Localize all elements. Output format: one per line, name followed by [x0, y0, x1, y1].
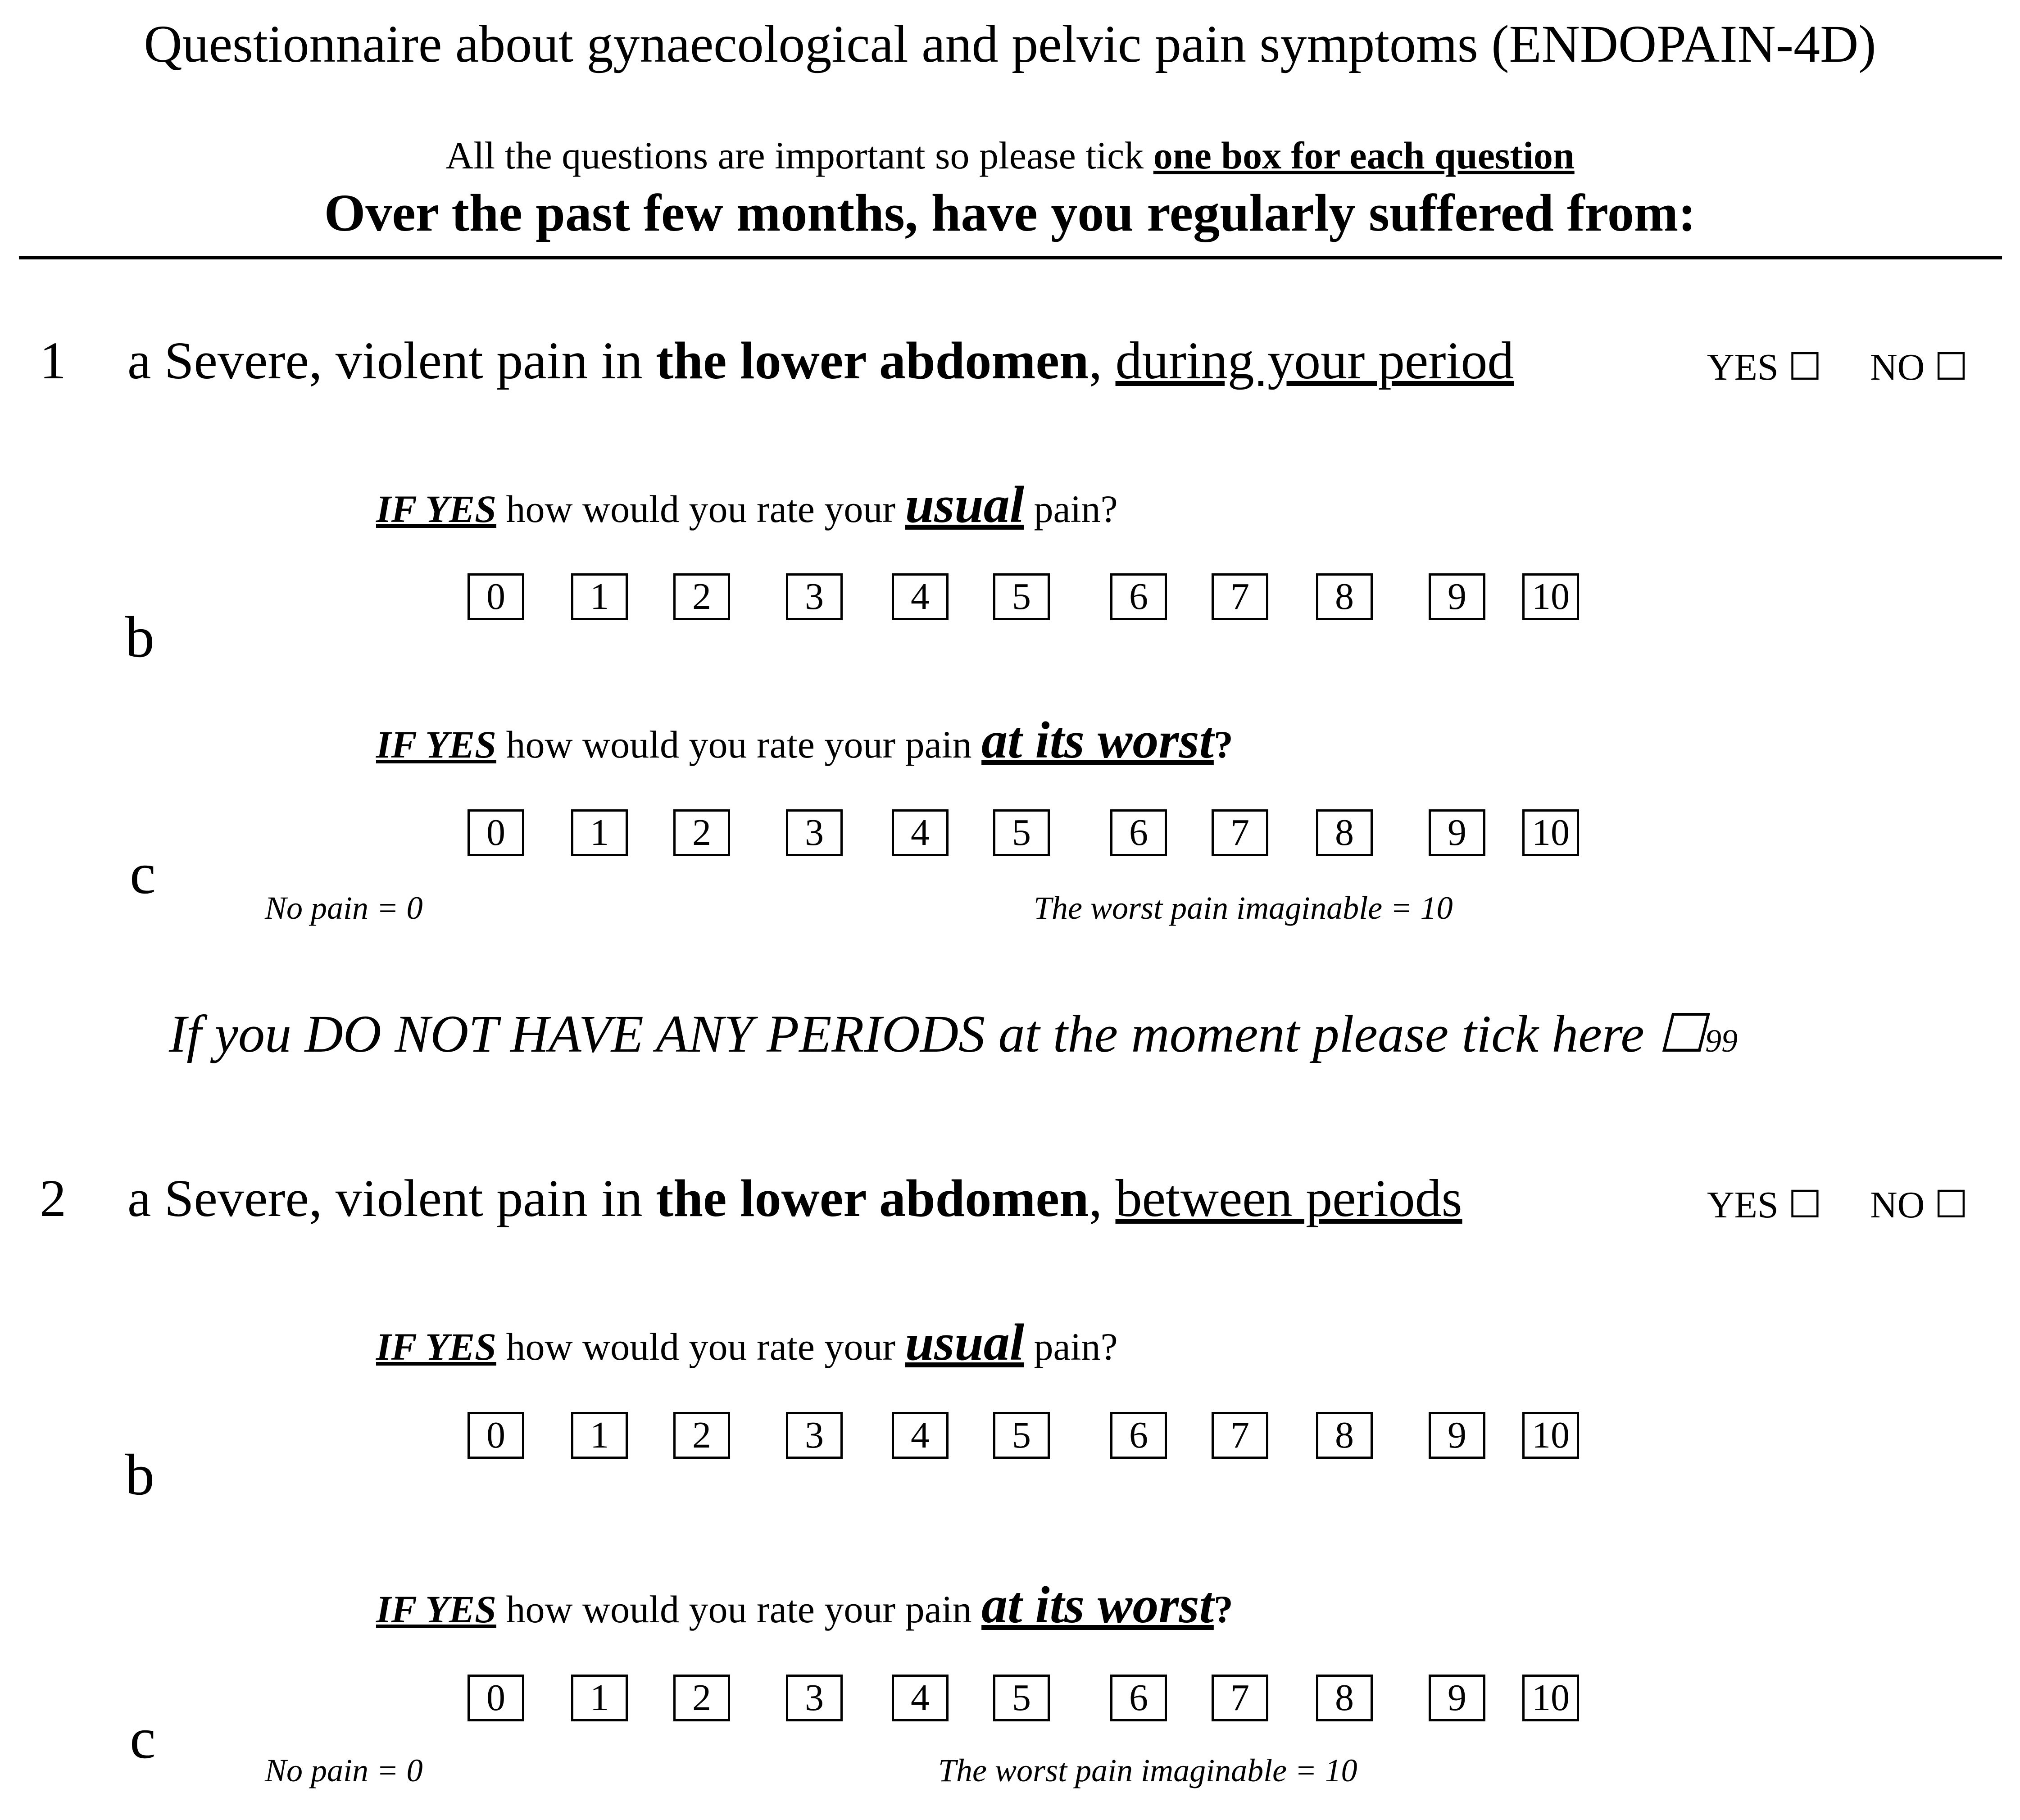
rating-box-4[interactable]: 4 [892, 809, 949, 856]
rating-box-3[interactable]: 3 [786, 1412, 843, 1459]
question-2-yes-checkbox[interactable]: YES ☐ [1707, 1184, 1822, 1226]
rating-box-8[interactable]: 8 [1316, 1675, 1373, 1721]
rating-box-6[interactable]: 6 [1110, 573, 1167, 620]
rating-box-1[interactable]: 1 [571, 809, 628, 856]
question-2a-prefix: a Severe, violent pain in [127, 1169, 656, 1228]
question-1a-underline: during your period [1115, 331, 1514, 390]
question-2a-comma: , [1089, 1169, 1116, 1228]
rating-box-9[interactable]: 9 [1429, 1412, 1485, 1459]
prompt-emphasis: usual [905, 1314, 1024, 1371]
rating-box-9[interactable]: 9 [1429, 809, 1485, 856]
question-1-no-checkbox[interactable]: NO ☐ [1870, 346, 1968, 388]
question-2-no-checkbox[interactable]: NO ☐ [1870, 1184, 1968, 1226]
question-1b-letter: b [125, 605, 154, 670]
if-yes-label: IF YES [376, 1588, 496, 1631]
question-2-anchor-low: No pain = 0 [265, 1752, 423, 1788]
rating-box-10[interactable]: 10 [1522, 1412, 1579, 1459]
rating-box-8[interactable]: 8 [1316, 573, 1373, 620]
rating-box-3[interactable]: 3 [786, 573, 843, 620]
prompt-emphasis: at its worst [981, 1576, 1214, 1634]
question-1-yes-checkbox[interactable]: YES ☐ [1707, 346, 1822, 388]
rating-box-5[interactable]: 5 [993, 1412, 1050, 1459]
question-2c-prompt [376, 1575, 1233, 1635]
rating-box-5[interactable]: 5 [993, 573, 1050, 620]
question-1-anchor-low: No pain = 0 [265, 890, 423, 926]
question-2c-letter: c [130, 1706, 156, 1771]
rating-box-3[interactable]: 3 [786, 809, 843, 856]
no-periods-statement[interactable] [169, 1002, 1738, 1065]
rating-box-9[interactable]: 9 [1429, 1675, 1485, 1721]
question-1-anchor-high: The worst pain imaginable = 10 [1034, 890, 1453, 926]
prompt-end: pain? [1024, 487, 1118, 531]
rating-box-2[interactable]: 2 [673, 1412, 730, 1459]
rating-box-7[interactable]: 7 [1212, 1412, 1268, 1459]
instructions [0, 133, 2020, 178]
rating-box-3[interactable]: 3 [786, 1675, 843, 1721]
question-1a-bold: the lower abdomen [656, 331, 1089, 390]
rating-box-4[interactable]: 4 [892, 573, 949, 620]
question-1a-text [127, 330, 1514, 391]
prompt-text: how would you rate your [496, 1325, 905, 1368]
question-2-anchor-high: The worst pain imaginable = 10 [938, 1752, 1357, 1788]
question-1c-prompt [376, 711, 1233, 771]
rating-box-2[interactable]: 2 [673, 809, 730, 856]
prompt-end: ? [1213, 723, 1233, 766]
question-1a-comma: , [1089, 331, 1116, 390]
no-periods-code: 99 [1705, 1023, 1738, 1059]
rating-box-6[interactable]: 6 [1110, 1412, 1167, 1459]
rating-box-1[interactable]: 1 [571, 573, 628, 620]
instruction-prefix: All the questions are important so please tick [445, 134, 1153, 177]
rating-box-10[interactable]: 10 [1522, 573, 1579, 620]
no-periods-text: If you DO NOT HAVE ANY PERIODS at the moment please tick here ☐ [169, 1004, 1705, 1063]
rating-box-1[interactable]: 1 [571, 1412, 628, 1459]
prompt-text: how would you rate your [496, 487, 905, 531]
rating-box-10[interactable]: 10 [1522, 809, 1579, 856]
prompt-text: how would you rate your pain [496, 1588, 982, 1631]
rating-box-5[interactable]: 5 [993, 809, 1050, 856]
prompt-emphasis: at its worst [981, 712, 1214, 769]
rating-box-7[interactable]: 7 [1212, 809, 1268, 856]
rating-box-1[interactable]: 1 [571, 1675, 628, 1721]
question-1-number: 1 [40, 331, 66, 390]
if-yes-label: IF YES [376, 487, 496, 531]
rating-box-2[interactable]: 2 [673, 573, 730, 620]
question-2a-underline: between periods [1115, 1169, 1462, 1228]
rating-box-6[interactable]: 6 [1110, 809, 1167, 856]
prompt-text: how would you rate your pain [496, 723, 982, 766]
rating-box-0[interactable]: 0 [468, 573, 524, 620]
rating-box-4[interactable]: 4 [892, 1412, 949, 1459]
if-yes-label: IF YES [376, 1325, 496, 1368]
rating-box-5[interactable]: 5 [993, 1675, 1050, 1721]
rating-box-0[interactable]: 0 [468, 1675, 524, 1721]
question-1b-prompt [376, 475, 1118, 535]
question-2a-bold: the lower abdomen [656, 1169, 1089, 1228]
question-2b-letter: b [125, 1443, 154, 1507]
question-2b-prompt [376, 1313, 1118, 1373]
rating-box-0[interactable]: 0 [468, 1412, 524, 1459]
rating-box-7[interactable]: 7 [1212, 1675, 1268, 1721]
page-title: Questionnaire about gynaecological and pelvic pain symptoms (ENDOPAIN-4D) [144, 14, 1876, 73]
rating-box-8[interactable]: 8 [1316, 1412, 1373, 1459]
prompt-end: pain? [1024, 1325, 1118, 1368]
question-2-number: 2 [40, 1169, 66, 1228]
prompt-end: ? [1213, 1588, 1233, 1631]
rating-box-0[interactable]: 0 [468, 809, 524, 856]
if-yes-label: IF YES [376, 723, 496, 766]
instruction-emphasis: one box for each question [1153, 134, 1575, 177]
rating-box-9[interactable]: 9 [1429, 573, 1485, 620]
question-1a-prefix: a Severe, violent pain in [127, 331, 656, 390]
rating-box-10[interactable]: 10 [1522, 1675, 1579, 1721]
divider [19, 256, 2002, 259]
question-2a-text [127, 1168, 1462, 1229]
section-subheading: Over the past few months, have you regularly suffered from: [324, 183, 1696, 242]
rating-box-7[interactable]: 7 [1212, 573, 1268, 620]
rating-box-4[interactable]: 4 [892, 1675, 949, 1721]
rating-box-8[interactable]: 8 [1316, 809, 1373, 856]
question-1c-letter: c [130, 841, 156, 906]
rating-box-2[interactable]: 2 [673, 1675, 730, 1721]
prompt-emphasis: usual [905, 476, 1024, 534]
rating-box-6[interactable]: 6 [1110, 1675, 1167, 1721]
